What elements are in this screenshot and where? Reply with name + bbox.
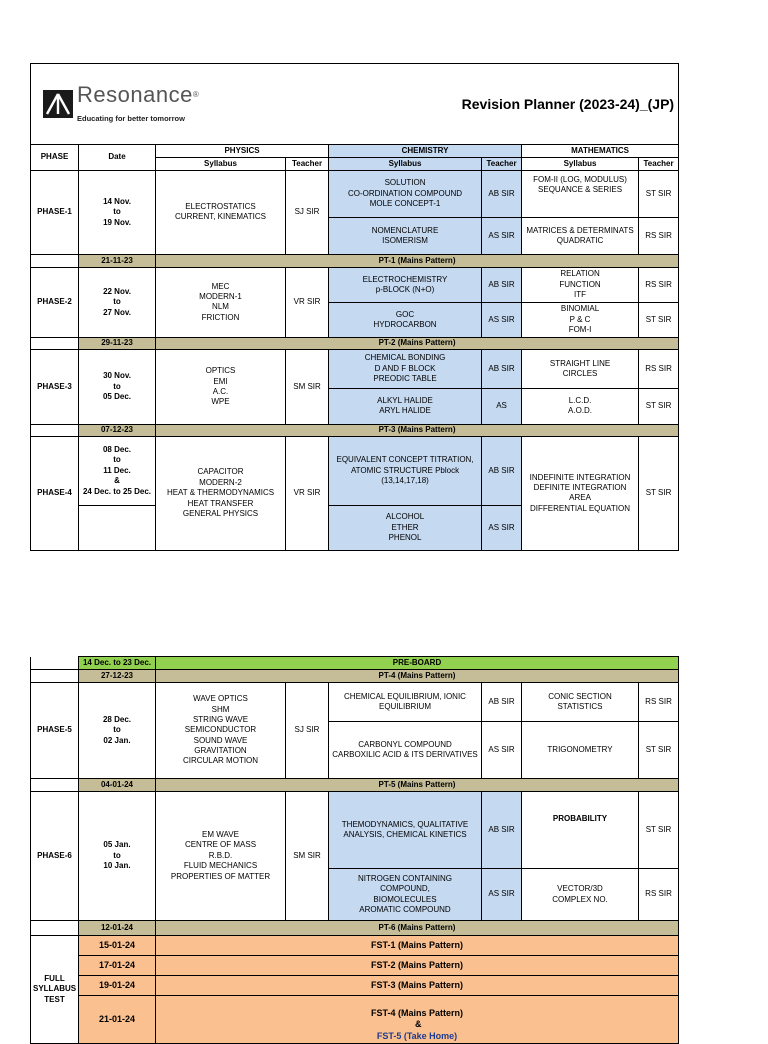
physics-teacher: SJ SIR bbox=[286, 683, 329, 779]
chem-teacher: AS SIR bbox=[482, 505, 522, 550]
phase-date: 14 Nov. to 19 Nov. bbox=[79, 170, 156, 254]
physics-syllabus: WAVE OPTICS SHM STRING WAVE SEMICONDUCTOR SOUND WAVE GRAVITATION CIRCULAR MOTION bbox=[156, 683, 286, 779]
test-name: PT-4 (Mains Pattern) bbox=[156, 670, 679, 683]
math-syllabus: L.C.D. A.O.D. bbox=[522, 388, 639, 424]
chem-syllabus: EQUIVALENT CONCEPT TITRATION, ATOMIC STRUCTURE Pblock (13,14,17,18) bbox=[329, 436, 482, 505]
chem-teacher: AS SIR bbox=[482, 302, 522, 337]
header-math-syllabus: Syllabus bbox=[522, 157, 639, 170]
fst-date: 17-01-24 bbox=[79, 956, 156, 976]
physics-syllabus: ELECTROSTATICS CURRENT, KINEMATICS bbox=[156, 170, 286, 254]
phase-date: 30 Nov. to 05 Dec. bbox=[79, 349, 156, 424]
chem-teacher: AB SIR bbox=[482, 436, 522, 505]
physics-teacher: SM SIR bbox=[286, 349, 329, 424]
preboard-row bbox=[31, 657, 679, 670]
math-teacher: RS SIR bbox=[639, 869, 679, 921]
math-teacher: RS SIR bbox=[639, 267, 679, 302]
fst-name: FST-1 (Mains Pattern) bbox=[156, 936, 679, 956]
fst-4-name: FST-4 (Mains Pattern) bbox=[371, 1007, 464, 1018]
chem-teacher: AB SIR bbox=[482, 683, 522, 722]
fst-5-name: FST-5 (Take Home) bbox=[376, 1031, 458, 1042]
math-teacher: RS SIR bbox=[639, 349, 679, 388]
chem-syllabus: NOMENCLATURE ISOMERISM bbox=[329, 217, 482, 254]
chem-syllabus: SOLUTION CO-ORDINATION COMPOUND MOLE CONCEPT-1 bbox=[329, 170, 482, 217]
table-row bbox=[31, 683, 679, 722]
fst-joiner: & bbox=[415, 1019, 422, 1030]
fst-label: FULL SYLLABUS TEST bbox=[31, 936, 79, 1044]
planner-table-2 bbox=[30, 656, 679, 1044]
planner-sheet-2 bbox=[30, 656, 678, 1044]
fst-name: FST-2 (Mains Pattern) bbox=[156, 956, 679, 976]
math-teacher: RS SIR bbox=[639, 683, 679, 722]
phase-label: PHASE-6 bbox=[31, 792, 79, 921]
test-date: 29-11-23 bbox=[79, 337, 156, 349]
planner-table-1 bbox=[30, 63, 679, 551]
table-row bbox=[31, 267, 679, 302]
logo: Resonance® Educating for better tomorrow bbox=[31, 64, 329, 145]
chem-teacher: AS SIR bbox=[482, 869, 522, 921]
physics-syllabus: OPTICS EMI A.C. WPE bbox=[156, 349, 286, 424]
phase-label: PHASE-3 bbox=[31, 349, 79, 424]
math-syllabus: PROBABILITY bbox=[522, 792, 639, 869]
test-date: 21-11-23 bbox=[79, 254, 156, 267]
chem-teacher: AS SIR bbox=[482, 217, 522, 254]
logo-name: Resonance bbox=[77, 81, 193, 107]
math-teacher: ST SIR bbox=[639, 436, 679, 550]
logo-tagline: Educating for better tomorrow bbox=[77, 114, 185, 124]
fst-row bbox=[31, 996, 679, 1044]
chem-syllabus: CHEMICAL EQUILIBRIUM, IONIC EQUILIBRIUM bbox=[329, 683, 482, 722]
phase-label: PHASE-5 bbox=[31, 683, 79, 779]
physics-teacher: VR SIR bbox=[286, 267, 329, 337]
physics-syllabus: EM WAVE CENTRE OF MASS R.B.D. FLUID MECHANICS PROPERTIES OF MATTER bbox=[156, 792, 286, 921]
physics-teacher: SM SIR bbox=[286, 792, 329, 921]
header-date: Date bbox=[79, 144, 156, 170]
header-chem-syllabus: Syllabus bbox=[329, 157, 482, 170]
test-row bbox=[31, 779, 679, 792]
fst-date: 19-01-24 bbox=[79, 976, 156, 996]
chem-teacher: AB SIR bbox=[482, 267, 522, 302]
physics-teacher: VR SIR bbox=[286, 436, 329, 550]
test-row bbox=[31, 921, 679, 936]
chem-teacher: AS SIR bbox=[482, 722, 522, 779]
math-syllabus: VECTOR/3D COMPLEX NO. bbox=[522, 869, 639, 921]
fst-row bbox=[31, 936, 679, 956]
math-teacher: RS SIR bbox=[639, 217, 679, 254]
phase-label: PHASE-1 bbox=[31, 170, 79, 254]
fst-row bbox=[31, 976, 679, 996]
chem-teacher: AB SIR bbox=[482, 792, 522, 869]
chem-syllabus: THEMODYNAMICS, QUALITATIVE ANALYSIS, CHEMICAL KINETICS bbox=[329, 792, 482, 869]
math-teacher: ST SIR bbox=[639, 722, 679, 779]
math-teacher: ST SIR bbox=[639, 388, 679, 424]
test-date: 04-01-24 bbox=[79, 779, 156, 792]
math-syllabus: RELATION FUNCTION ITF bbox=[522, 267, 639, 302]
test-name: PT-2 (Mains Pattern) bbox=[156, 337, 679, 349]
phase-date: 28 Dec. to 02 Jan. bbox=[79, 683, 156, 779]
resonance-logo-icon bbox=[43, 90, 73, 118]
preboard-label: PRE-BOARD bbox=[156, 657, 679, 670]
page-title: Revision Planner (2023-24)_(JP) bbox=[329, 64, 679, 145]
test-row bbox=[31, 424, 679, 436]
math-teacher: ST SIR bbox=[639, 302, 679, 337]
fst-date: 15-01-24 bbox=[79, 936, 156, 956]
chem-teacher: AS bbox=[482, 388, 522, 424]
chem-syllabus: CARBONYL COMPOUND CARBOXILIC ACID & ITS DERIVATIVES bbox=[329, 722, 482, 779]
header-physics: PHYSICS bbox=[156, 144, 329, 157]
test-name: PT-3 (Mains Pattern) bbox=[156, 424, 679, 436]
planner-sheet-1 bbox=[30, 63, 678, 551]
header-phase: PHASE bbox=[31, 144, 79, 170]
phase-label: PHASE-2 bbox=[31, 267, 79, 337]
chem-syllabus: CHEMICAL BONDING D AND F BLOCK PREODIC TABLE bbox=[329, 349, 482, 388]
physics-teacher: SJ SIR bbox=[286, 170, 329, 254]
table-row bbox=[31, 170, 679, 217]
fst-row bbox=[31, 956, 679, 976]
header-math-teacher: Teacher bbox=[639, 157, 679, 170]
header-mathematics: MATHEMATICS bbox=[522, 144, 679, 157]
table-row bbox=[31, 792, 679, 869]
chem-syllabus: ELECTROCHEMISTRY p-BLOCK (N+O) bbox=[329, 267, 482, 302]
math-teacher: ST SIR bbox=[639, 170, 679, 217]
math-syllabus: TRIGONOMETRY bbox=[522, 722, 639, 779]
math-syllabus: FOM-II (LOG, MODULUS) SEQUANCE & SERIES bbox=[522, 170, 639, 217]
phase-date: 22 Nov. to 27 Nov. bbox=[79, 267, 156, 337]
test-row bbox=[31, 670, 679, 683]
phase-date: 05 Jan. to 10 Jan. bbox=[79, 792, 156, 921]
test-row bbox=[31, 337, 679, 349]
chem-syllabus: ALCOHOL ETHER PHENOL bbox=[329, 505, 482, 550]
phase-label: PHASE-4 bbox=[31, 436, 79, 550]
test-date: 12-01-24 bbox=[79, 921, 156, 936]
math-syllabus: MATRICES & DETERMINATS QUADRATIC bbox=[522, 217, 639, 254]
test-date: 07-12-23 bbox=[79, 424, 156, 436]
fst-date: 21-01-24 bbox=[79, 996, 156, 1044]
chem-syllabus: GOC HYDROCARBON bbox=[329, 302, 482, 337]
math-syllabus: STRAIGHT LINE CIRCLES bbox=[522, 349, 639, 388]
chem-teacher: AB SIR bbox=[482, 170, 522, 217]
table-row bbox=[31, 436, 679, 505]
header-chemistry: CHEMISTRY bbox=[329, 144, 522, 157]
math-syllabus: BINOMIAL P & C FOM-I bbox=[522, 302, 639, 337]
test-name: PT-1 (Mains Pattern) bbox=[156, 254, 679, 267]
physics-syllabus: CAPACITOR MODERN-2 HEAT & THERMODYNAMICS HEAT TRANSFER GENERAL PHYSICS bbox=[156, 436, 286, 550]
test-name: PT-6 (Mains Pattern) bbox=[156, 921, 679, 936]
header-physics-syllabus: Syllabus bbox=[156, 157, 286, 170]
header-physics-teacher: Teacher bbox=[286, 157, 329, 170]
phase-date: 08 Dec. to 11 Dec. & 24 Dec. to 25 Dec. bbox=[79, 436, 156, 505]
chem-teacher: AB SIR bbox=[482, 349, 522, 388]
test-row bbox=[31, 254, 679, 267]
chem-syllabus: NITROGEN CONTAINING COMPOUND, BIOMOLECULES AROMATIC COMPOUND bbox=[329, 869, 482, 921]
test-name: PT-5 (Mains Pattern) bbox=[156, 779, 679, 792]
fst-name-combined bbox=[156, 996, 679, 1044]
header-chem-teacher: Teacher bbox=[482, 157, 522, 170]
physics-syllabus: MEC MODERN-1 NLM FRICTION bbox=[156, 267, 286, 337]
preboard-date: 14 Dec. to 23 Dec. bbox=[79, 657, 156, 670]
math-syllabus: CONIC SECTION STATISTICS bbox=[522, 683, 639, 722]
math-teacher: ST SIR bbox=[639, 792, 679, 869]
table-row bbox=[31, 349, 679, 388]
math-syllabus: INDEFINITE INTEGRATION DEFINITE INTEGRATION AREA DIFFERENTIAL EQUATION bbox=[522, 436, 639, 550]
chem-syllabus: ALKYL HALIDE ARYL HALIDE bbox=[329, 388, 482, 424]
fst-name: FST-3 (Mains Pattern) bbox=[156, 976, 679, 996]
test-date: 27-12-23 bbox=[79, 670, 156, 683]
